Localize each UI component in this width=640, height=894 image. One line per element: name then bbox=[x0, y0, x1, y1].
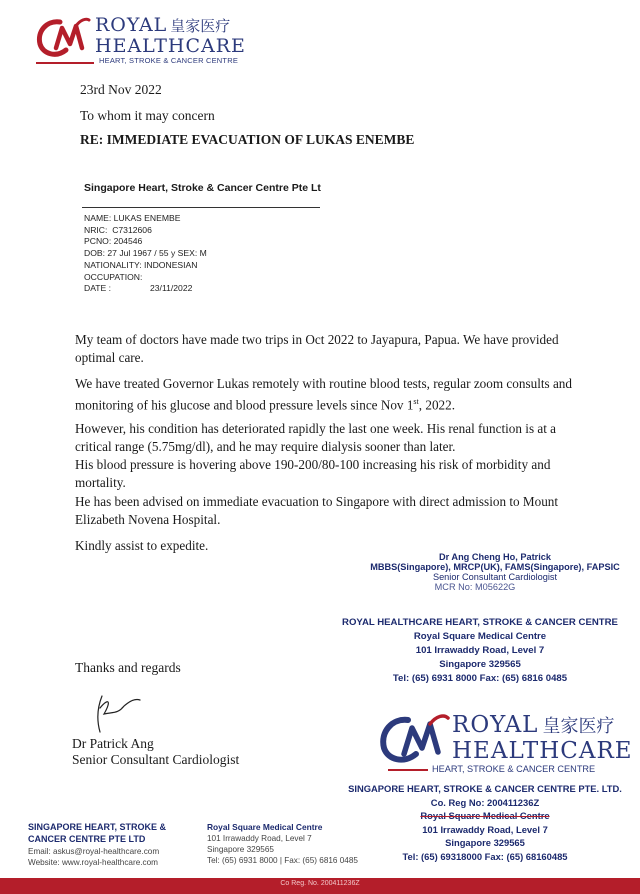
footer-email: Email: askus@royal-healthcare.com bbox=[28, 847, 160, 856]
doctor-name: Dr Ang Cheng Ho, Patrick bbox=[439, 552, 551, 562]
logo-healthcare-text: HEALTHCARE bbox=[95, 35, 246, 57]
body-paragraph-3: However, his condition has deteriorated rapidly the last one week. His renal function is at a critical range (5.75mg/dl), and he may require dialysis sooner than later. bbox=[75, 421, 557, 454]
bottom-logo-royal-text: ROYAL 皇家医疗 bbox=[452, 712, 615, 738]
logo-divider bbox=[36, 62, 94, 64]
patient-date: DATE : 23/11/2022 bbox=[84, 283, 193, 293]
royal-healthcare-logo-mark-large bbox=[376, 710, 452, 770]
patient-nric: NRIC: C7312606 bbox=[84, 225, 152, 235]
body-paragraph-1: My team of doctors have made two trips in Oct 2022 to Jayapura, Papua. We have provided optimal care. bbox=[75, 332, 559, 365]
footer-phone: Tel: (65) 6931 8000 | Fax: (65) 6816 0485 bbox=[207, 856, 358, 865]
footer-centre: Royal Square Medical Centre bbox=[207, 822, 323, 832]
body-paragraph-5: He has been advised on immediate evacuation to Singapore with direct admission to Mount Elizabeth Novena Hospital. bbox=[75, 494, 559, 527]
royal-healthcare-logo-mark bbox=[34, 14, 92, 62]
doctor-title: Senior Consultant Cardiologist bbox=[432, 572, 558, 582]
patient-nationality: NATIONALITY: INDONESIAN bbox=[84, 260, 198, 270]
closing-name: Dr Patrick Ang bbox=[72, 736, 154, 751]
logo-subtitle: HEART, STROKE & CANCER CENTRE bbox=[99, 56, 239, 65]
bottom-logo-chinese-text: 皇家医疗 bbox=[542, 716, 615, 737]
letter-date: 23rd Nov 2022 bbox=[80, 82, 162, 97]
bottom-logo-healthcare-text: HEALTHCARE bbox=[452, 738, 633, 764]
patient-occupation: OCCUPATION: bbox=[84, 272, 143, 282]
body-paragraph-2: We have treated Governor Lukas remotely with routine blood tests, regular zoom consults and monitoring of his glucose and blood pressure levels since Nov 1st, 2022. bbox=[75, 376, 572, 413]
patient-name: NAME: LUKAS ENEMBE bbox=[84, 213, 181, 223]
logo-royal-text: ROYAL 皇家医疗 bbox=[95, 14, 231, 36]
footer-address2: Singapore 329565 bbox=[207, 845, 274, 854]
closing-title: Senior Consultant Cardiologist bbox=[72, 752, 240, 767]
doctor-mcr: MCR No: M05622G bbox=[434, 582, 516, 592]
handwritten-signature bbox=[78, 688, 148, 743]
company-stamp bbox=[335, 782, 635, 863]
company-stamp-line4: 101 Irrawaddy Road, Level 7 bbox=[422, 823, 548, 835]
bottom-logo-subtitle: HEART, STROKE & CANCER CENTRE bbox=[432, 764, 596, 774]
company-stamp-line2: Co. Reg No: 200411236Z bbox=[430, 796, 540, 808]
patient-dob: DOB: 27 Jul 1967 / 55 y SEX: M bbox=[84, 248, 207, 258]
footer-reg-number: Co Reg. No. 200411236Z bbox=[280, 880, 360, 887]
patient-slip-centre: Singapore Heart, Stroke & Cancer Centre Pte Lt bbox=[84, 182, 321, 194]
clinic-stamp-line3: 101 Irrawaddy Road, Level 7 bbox=[415, 645, 545, 656]
doctor-stamp bbox=[330, 552, 630, 592]
footer-company: SINGAPORE HEART, STROKE & CANCER CENTRE PTE LTD bbox=[28, 822, 167, 844]
bottom-logo-divider bbox=[388, 769, 428, 771]
company-stamp-line3: Royal Square Medical Centre bbox=[420, 810, 550, 821]
clinic-stamp-line5: Tel: (65) 6931 8000 Fax: (65) 6816 0485 bbox=[392, 673, 568, 684]
clinic-stamp-line1: ROYAL HEALTHCARE HEART, STROKE & CANCER CENTRE bbox=[342, 617, 618, 628]
clinic-stamp-line4: Singapore 329565 bbox=[439, 659, 521, 670]
patient-pcno: PCNO: 204546 bbox=[84, 236, 143, 246]
footer-address1: 101 Irrawaddy Road, Level 7 bbox=[207, 834, 312, 843]
footer-website: Website: www.royal-healthcare.com bbox=[28, 858, 158, 867]
company-stamp-line5: Singapore 329565 bbox=[445, 837, 525, 848]
logo-chinese-text: 皇家医疗 bbox=[170, 17, 231, 35]
doctor-qualifications: MBBS(Singapore), MRCP(UK), FAMS(Singapore), FAPSIC bbox=[370, 562, 620, 572]
closing-thanks: Thanks and regards bbox=[75, 660, 181, 675]
company-stamp-line6: Tel: (65) 69318000 Fax: (65) 68160485 bbox=[402, 850, 568, 862]
body-paragraph-6: Kindly assist to expedite. bbox=[75, 538, 209, 553]
company-stamp-line1: SINGAPORE HEART, STROKE & CANCER CENTRE PTE. LTD. bbox=[348, 783, 622, 794]
clinic-stamp bbox=[330, 616, 630, 686]
clinic-stamp-line2: Royal Square Medical Centre bbox=[413, 631, 547, 642]
patient-slip-rule bbox=[82, 207, 320, 208]
letter-salutation: To whom it may concern bbox=[80, 108, 215, 123]
body-paragraph-4: His blood pressure is hovering above 190-200/80-100 increasing his risk of morbidity and mortality. bbox=[75, 457, 551, 490]
letter-subject: RE: IMMEDIATE EVACUATION OF LUKAS ENEMBE bbox=[80, 132, 415, 147]
